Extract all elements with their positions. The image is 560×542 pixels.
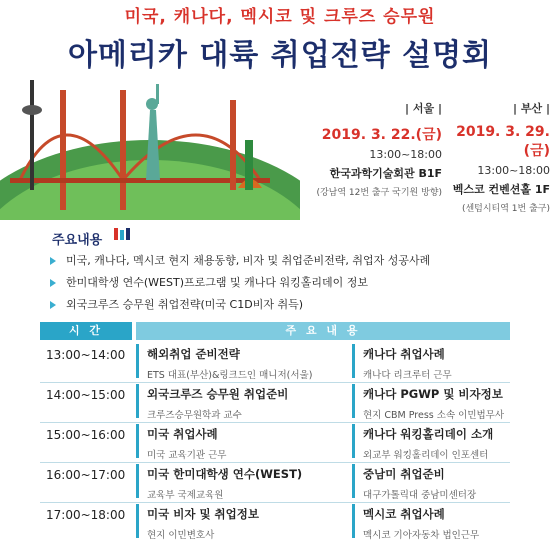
session-title: 캐나다 취업사례	[363, 347, 445, 361]
session-b	[352, 504, 513, 541]
session-speaker: 미국 교육기관 근무	[147, 450, 227, 461]
session-title: 캐나다 PGWP 및 비자정보	[363, 387, 503, 401]
session-a	[136, 384, 363, 421]
event-seoul	[300, 100, 442, 198]
america-landmarks-illustration	[0, 70, 300, 220]
event-city: | 서울 |	[405, 102, 442, 115]
session-speaker: 대구가톨릭대 중남미센터장	[363, 490, 477, 501]
table-row	[40, 382, 510, 422]
list-item: 외국크루즈 승무원 취업전략(미국 C1D비자 취득)	[48, 298, 430, 312]
row-time: 14:00~15:00	[46, 388, 126, 402]
session-a	[136, 504, 363, 541]
event-directions: (센텀시티역 1번 출구)	[461, 204, 550, 214]
schedule-header-time: 시 간	[40, 322, 132, 340]
row-divider	[40, 502, 510, 503]
row-divider	[40, 382, 510, 383]
session-speaker: 크루즈승무원학과 교수	[147, 410, 242, 421]
session-speaker: 교육부 국제교육원	[147, 490, 224, 501]
contents-heading: 주요내용	[52, 233, 103, 248]
event-venue: 벡스코 컨벤션홀 1F	[452, 183, 550, 196]
session-title: 미국 취업사례	[147, 427, 218, 441]
table-row	[40, 462, 510, 502]
triangle-bullet-icon	[50, 257, 56, 265]
contents-list	[48, 254, 430, 320]
list-item: 한미대학생 연수(WEST)프로그램 및 캐나다 워킹홀리데이 정보	[48, 276, 430, 290]
session-speaker: 멕시코 기아자동차 법인근무	[363, 530, 480, 541]
session-speaker: 캐나다 리크루터 근무	[363, 370, 452, 381]
session-a	[136, 424, 363, 461]
session-title: 중남미 취업준비	[363, 467, 445, 481]
event-directions: (강남역 12번 출구 국기원 방향)	[316, 188, 442, 198]
session-title: 미국 한미대학생 연수(WEST)	[147, 467, 303, 481]
event-venue: 한국과학기술회관 B1F	[329, 167, 442, 180]
session-title: 해외취업 준비전략	[147, 347, 240, 361]
triangle-bullet-icon	[50, 301, 56, 309]
event-date: 2019. 3. 22.(금)	[321, 127, 442, 143]
row-time: 16:00~17:00	[46, 468, 126, 482]
session-speaker: 외교부 워킹홀리데이 인포센터	[363, 450, 489, 461]
session-title: 캐나다 워킹홀리데이 소개	[363, 427, 494, 441]
list-item: 미국, 캐나다, 멕시코 현지 채용동향, 비자 및 취업준비전략, 취업자 성공사례	[48, 254, 430, 268]
session-title: 멕시코 취업사례	[363, 507, 445, 521]
event-time: 13:00~18:00	[369, 148, 442, 161]
session-a	[136, 464, 363, 501]
table-row	[40, 502, 510, 542]
session-b	[352, 464, 513, 501]
subtitle: 미국, 캐나다, 멕시코 및 크루즈 승무원	[124, 7, 436, 27]
row-time: 17:00~18:00	[46, 508, 126, 522]
session-a	[136, 344, 363, 381]
schedule-header-content: 주 요 내 용	[136, 322, 510, 340]
event-date: 2019. 3. 29.(금)	[456, 124, 550, 159]
session-speaker: 현지 이민변호사	[147, 530, 215, 541]
page-title: 아메리카 대륙 취업전략 설명회	[67, 38, 493, 73]
session-speaker: ETS 대표(부산)&링크드인 매니저(서울)	[147, 370, 313, 381]
row-time: 15:00~16:00	[46, 428, 126, 442]
session-title: 외국크루즈 승무원 취업준비	[147, 387, 289, 401]
triangle-bullet-icon	[50, 279, 56, 287]
row-divider	[40, 422, 510, 423]
event-city: | 부산 |	[513, 102, 550, 115]
event-busan	[442, 100, 550, 214]
row-divider	[40, 462, 510, 463]
session-b	[352, 424, 513, 461]
session-title: 미국 비자 및 취업정보	[147, 507, 259, 521]
table-row	[40, 342, 510, 382]
session-b	[352, 344, 513, 381]
session-b	[352, 384, 513, 421]
row-time: 13:00~14:00	[46, 348, 126, 362]
event-time: 13:00~18:00	[477, 164, 550, 177]
table-row	[40, 422, 510, 462]
session-speaker: 현지 CBM Press 소속 이민법무사	[363, 410, 505, 421]
books-icon	[112, 226, 136, 242]
